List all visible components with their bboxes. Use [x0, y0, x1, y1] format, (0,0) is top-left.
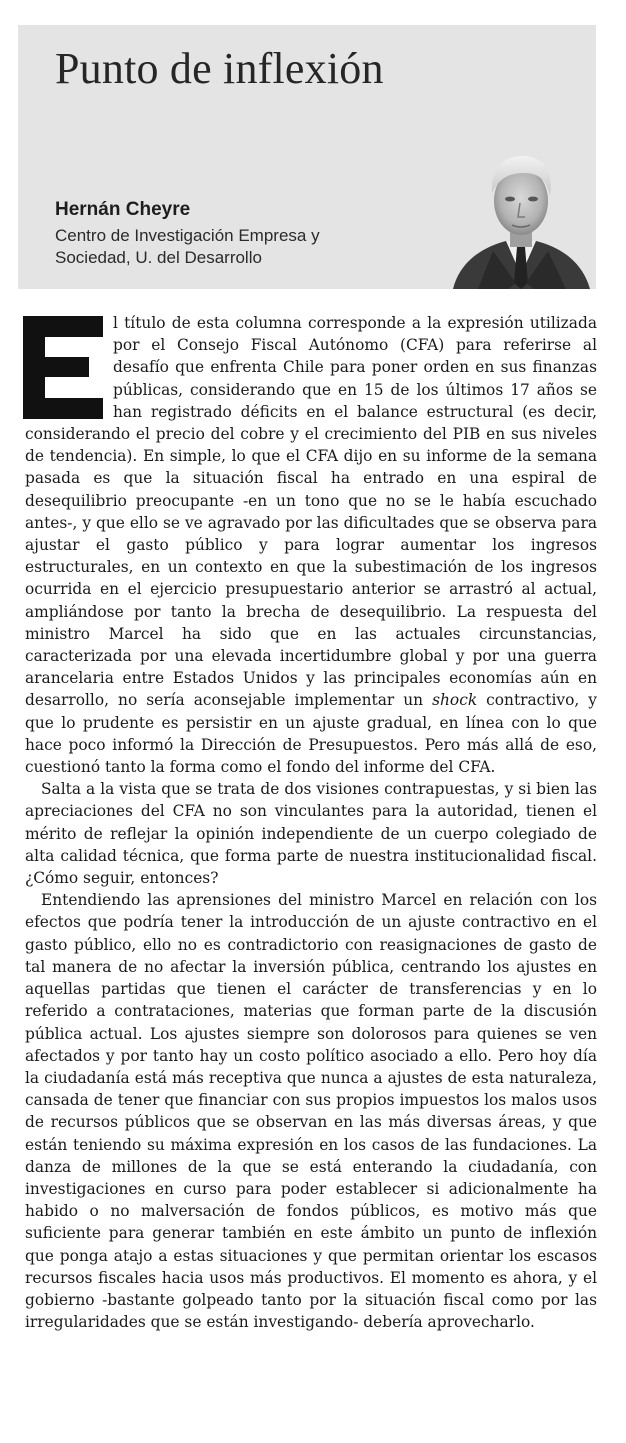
affiliation-line-1: Centro de Investigación Empresa y: [55, 226, 320, 245]
author-name: Hernán Cheyre: [55, 199, 191, 220]
affiliation-line-2: Sociedad, U. del Desarrollo: [55, 248, 262, 267]
paragraph-3: Entendiendo las aprensiones del ministro Marcel en relación con los efectos que podría tener la introducción de un ajuste contractivo en el gasto público, ello no es contradictorio con reasignaciones de gasto de tal manera de no afectar la inversión pública, centrando los ajustes en aquellas partidas que tienen el carácter de transferencias y en lo referido a contrataciones, materias que forman parte de la discusión pública actual. Los ajustes siempre son dolorosos para quienes se ven afectados y por tanto hay un costo político asociado a ello. Pero hoy día la ciudadanía está más receptiva que nunca a ajustes de esta naturaleza, cansada de tener que financiar con sus propios impuestos los malos usos de recursos públicos que se observan en las más diversas áreas, y que están teniendo su máxima expresión en los casos de las fundaciones. La danza de millones de la que se está enterando la ciudadanía, con investigaciones en curso para poder establecer si adicionalmente ha habido o no malversación de fondos públicos, es motivo más que suficiente para generar también en este ámbito un punto de inflexión que ponga atajo a estas situaciones y que permitan orientar los escasos recursos fiscales hacia usos más productivos. El momento es ahora, y el gobierno -bastante golpeado tanto por la situación fiscal como por las irregularidades que se están investigando- debería aprovecharlo.: [25, 891, 597, 1332]
paragraph-1-text-a: l título de esta columna corresponde a la expresión utilizada por el Consejo Fiscal Autónomo (CFA) para referirse al desafío que enfrenta Chile para poner orden en sus finanzas públicas, considerando que en 15 de los últimos 17 años se han registrado déficits en el balance estructural (es decir, considerando el precio del cobre y el crecimiento del PIB en sus niveles de tendencia). En simple, lo que el CFA dijo en su informe de la semana pasada es que la situación fiscal ha entrado en una espiral de desequilibrio preocupante -en un tono que no se le había escuchado antes-, y que ello se ve agravado por las dificultades que se observa para ajustar el gasto público y para lograr aumentar los ingresos estructurales, en un contexto en que la subestimación de los ingresos ocurrida en el ejercicio presupuestario anterior se arrastró al actual, ampliándose por tanto la brecha de desequilibrio. La respuesta del ministro Marcel ha sido que en las actuales circunstancias, caracterizada por una elevada incertidumbre global y por una guerra arancelaria entre Estados Unidos y las principales economías aún en desarrollo, no sería aconsejable implementar un: [25, 314, 597, 710]
column-header: [18, 25, 596, 289]
article-body: [25, 312, 597, 1333]
author-affiliation: [55, 225, 395, 269]
paragraph-1-italic: shock: [432, 691, 478, 710]
column-title: Punto de inflexión: [55, 44, 384, 93]
author-portrait: [448, 143, 593, 289]
paragraph-1: [25, 312, 597, 778]
paragraph-2: Salta a la vista que se trata de dos visiones contrapuestas, y si bien las apreciaciones del CFA no son vinculantes para la autoridad, tienen el mérito de reflejar la opinión independiente de un cuerpo colegiado de alta calidad técnica, que forma parte de nuestra institucionalidad fiscal. ¿Cómo seguir, entonces?: [25, 780, 597, 888]
dropcap-letter-e: [23, 316, 103, 419]
paragraph-1-text-b: contractivo, y que lo prudente es persistir en un ajuste gradual, en línea con lo que hace poco informó la Dirección de Presupuestos. Pero más allá de eso, cuestionó tanto la forma como el fondo del informe del CFA.: [25, 691, 597, 777]
